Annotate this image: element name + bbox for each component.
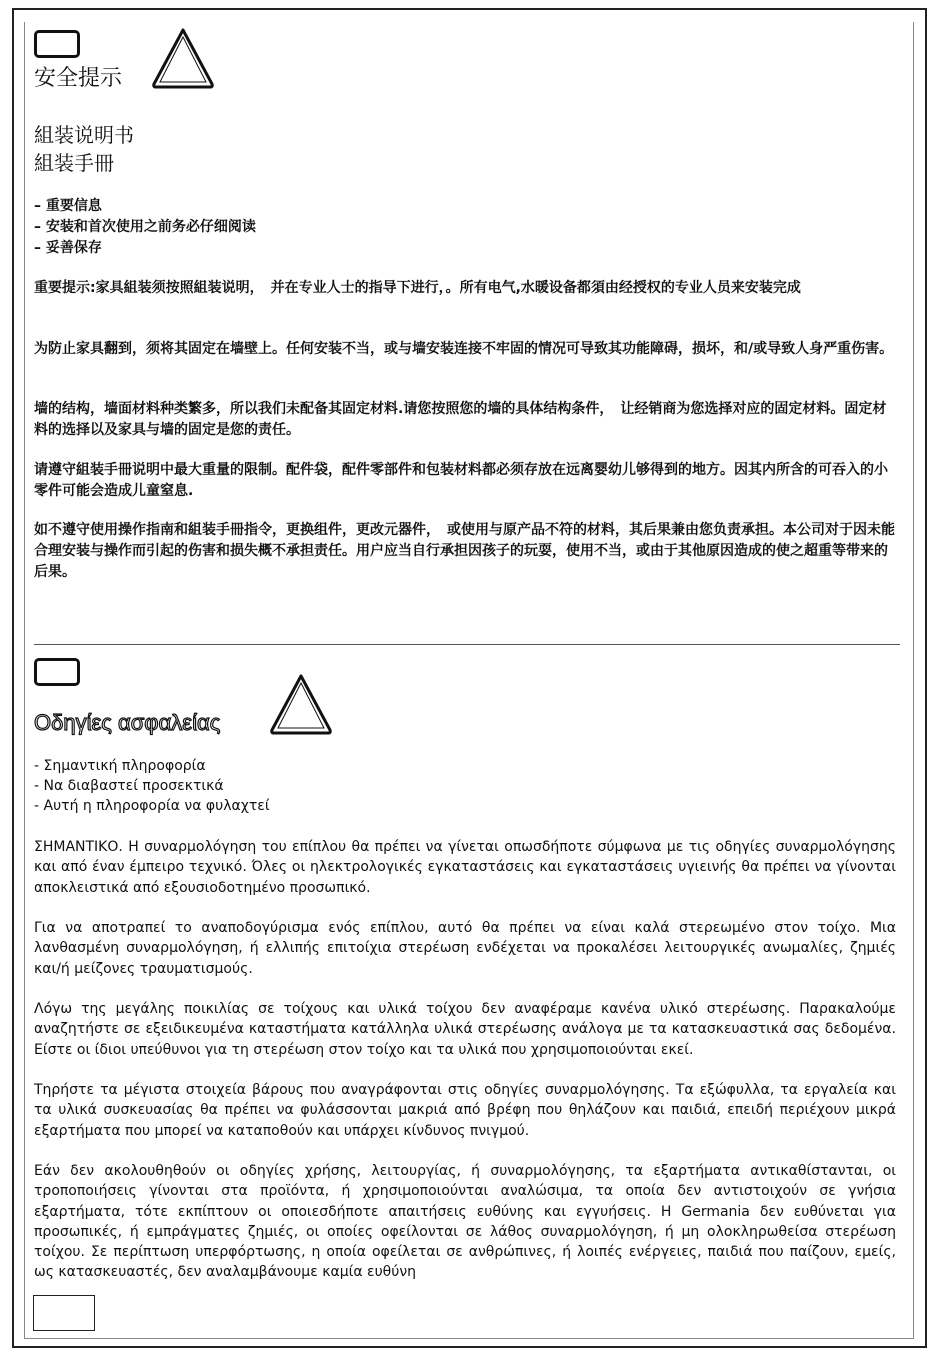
language-flag-box [34,658,80,686]
chinese-paragraph: 请遵守組装手冊说明中最大重量的限制。配件袋，配件零部件和包装材料都必须存放在远离婴幼儿够得到的地方。因其内所含的可吞入的小零件可能会造成儿童窒息. [34,462,888,499]
warning-triangle-icon [268,672,334,736]
blank-box [33,1295,95,1331]
chinese-paragraph: 如不遵守使用操作指南和組装手冊指令，更换组件，更改元器件， 或使用与原产品不符的材料，其后果兼由您负责承担。本公司对于因未能合理安装与操作而引起的伤害和损失概不承担责任。用户应当自行承担因孩子的玩耍，使用不当，或由于其他原因造成的使之超重等带来的后果。 [34,522,895,580]
list-item: - Σημαντική πληροφορία [34,758,206,774]
safety-title-chinese: 安全提示 [34,66,123,91]
frame-inner-line [24,1338,914,1339]
list-item: – 妥善保存 [34,240,102,256]
assembly-heading-line1: 組装说明书 [34,123,134,147]
safety-title-greek: Οδηγίες ασφαλείας [34,710,221,735]
warning-triangle-icon [150,26,216,90]
list-item: - Αυτή η πληροφορία να φυλαχτεί [34,798,270,814]
greek-paragraph: Λόγω της μεγάλης ποικιλίας σε τοίχους και υλικά τοίχου δεν αναφέραμε κανένα υλικό στερέωσης. Παρακαλούμε αναζητήστε σε εξειδικευμένα καταστήματα κατάλληλα υλικά στερέωσης ανάλογα με τα κατασκευαστικά σας δεδομένα. Είστε οι ίδιοι υπεύθυνοι για τη στερέωση στον τοίχο και τα υλικά που χρησιμοποιούνται εκεί. [34,1001,896,1058]
list-item: – 安装和首次使用之前务必仔细阅读 [34,219,256,235]
frame-inner-line [913,22,914,1338]
chinese-paragraph: 墙的结构，墙面材料种类繁多，所以我们未配备其固定材料.请您按照您的墙的具体结构条件， 让经销商为您选择对应的固定材料。固定材料的选择以及家具与墙的固定是您的责任。 [34,401,887,438]
list-item: - Να διαβαστεί προσεκτικά [34,778,224,794]
assembly-heading-line2: 組装手冊 [34,151,114,175]
greek-paragraph: Για να αποτραπεί το αναποδογύρισμα ενός επίπλου, αυτό θα πρέπει να είναι καλά στερεωμένο στον τοίχο. Μια λανθασμένη συναρμολόγηση, ή ελλιπής επιτοίχια στερέωση ενδέχεται να προκαλέσει λειτουργικές ανωμαλίες, ζημιές και/ή μείζονες τραυματισμούς. [34,920,896,977]
greek-paragraph: Τηρήστε τα μέγιστα στοιχεία βάρους που αναγράφονται στις οδηγίες συναρμολόγησης. Τα εξώφυλλα, τα εργαλεία και τα υλικά συσκευασίας θα πρέπει να φυλάσσονται μακριά από βρέφη που θηλάζουν και παιδιά, επειδή περιέχουν μικρά εξαρτήματα που μπορεί να καταποθούν και υπάρχει κίνδυνος πνιγμού. [34,1082,896,1139]
frame-inner-line [24,22,25,1338]
greek-bullet-list [34,756,896,816]
greek-paragraph: Εάν δεν ακολουθηθούν οι οδηγίες χρήσης, λειτουργίας, ή συναρμολόγησης, τα εξαρτήματα αντικαθίστανται, οι τροποποιήσεις γίνονται στα προϊόντα, ή χρησιμοποιούνται αναλώσιμα, τα οποία δεν αντιστοιχούν σε γνήσια εξαρτήματα, τότε εκπίπτουν οι οποιεσδήποτε απαιτήσεις ευθύνης και εγγυήσεις. Η Germania δεν ευθύνεται για προσωπικές, ή εμπράγματες ζημιές, οι οποίες οφείλονται σε λάθος συναρμολόγηση, ή μη ολοκληρωθείσα στερέωση τοίχου. Σε περίπτωση υπερφόρτωσης, η οποία οφείλεται σε ανθρώπινες, ή λοιπές ενέργειες, παιδιά που παίζουν, εμείς, ως κατασκευαστές, δεν αναλαμβάνουμε καμία ευθύνη [34,1163,896,1281]
assembly-heading [34,121,896,177]
section-divider [34,644,900,645]
chinese-paragraph: 重要提示:家具組装须按照組装说明， 并在专业人士的指导下进行，。所有电气,水暖设备都須由经授权的专业人员来安装完成 [34,280,801,296]
language-flag-box [34,30,80,58]
greek-paragraph: ΣΗΜΑΝΤΙΚΟ. Η συναρμολόγηση του επίπλου θα πρέπει να γίνεται οπωσδήποτε σύμφωνα με τις οδηγίες συναρμολόγησης και από έναν έμπειρο τεχνικό. Όλες οι ηλεκτρολογικές εγκαταστάσεις και εγκαταστάσεις υγιεινής θα πρέπει να γίνονται αποκλειστικά από εξουσιοδοτημένο προσωπικό. [34,839,896,896]
list-item: – 重要信息 [34,198,102,214]
chinese-paragraph: 为防止家具翻到，须将其固定在墙壁上。任何安装不当，或与墙安装连接不牢固的情况可导致其功能障碍，损坏，和/或导致人身严重伤害。 [34,341,894,357]
chinese-bullet-list [34,196,896,259]
